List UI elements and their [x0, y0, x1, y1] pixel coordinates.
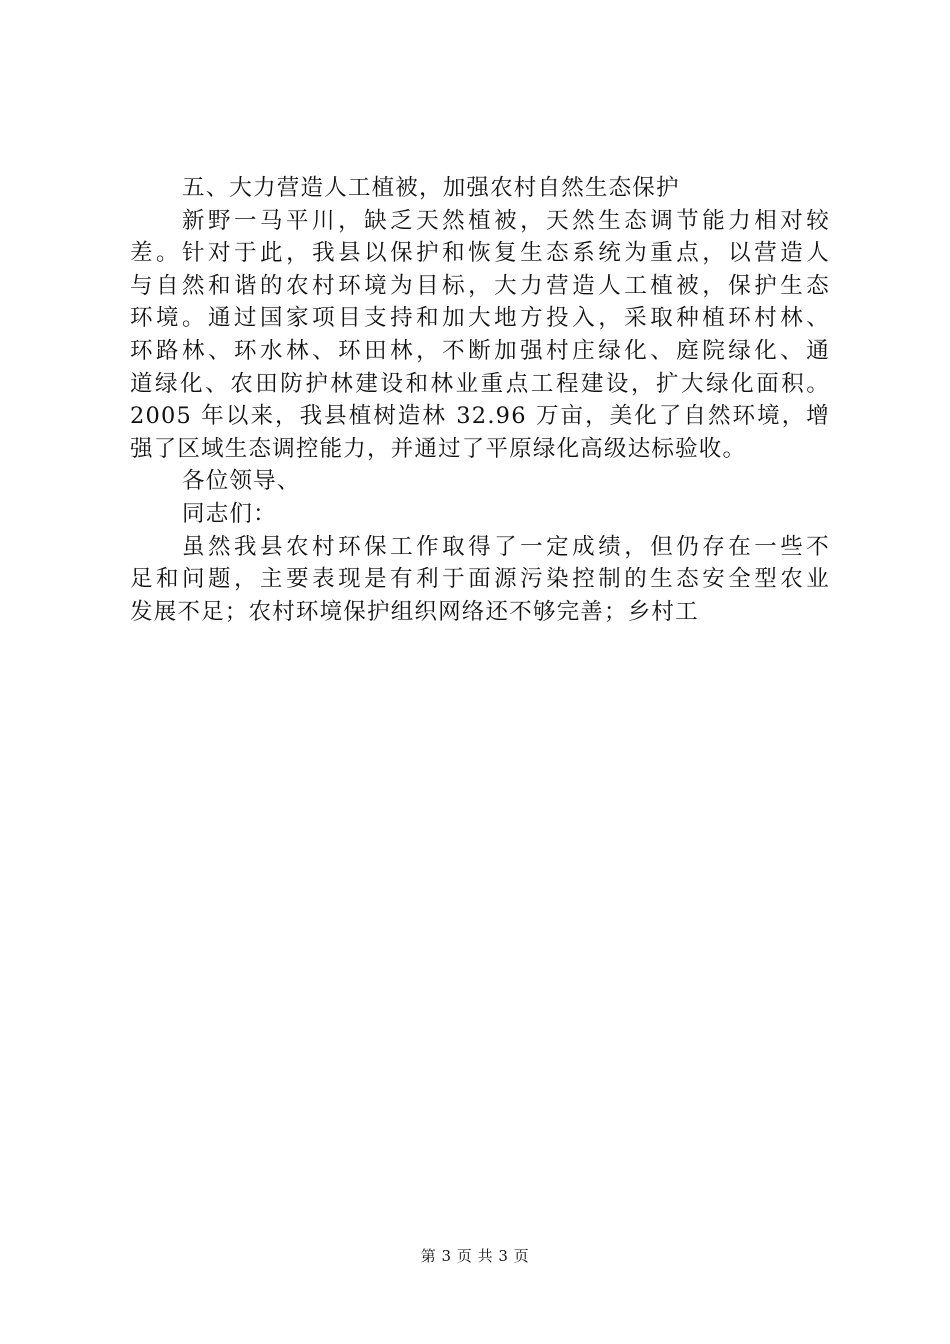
paragraph-line: 环境。通过国家项目支持和加大地方投入，采取种植环村林、: [130, 305, 830, 332]
document-body: [130, 172, 830, 628]
paragraph-line: 道绿化、农田防护林建设和林业重点工程建设，扩大绿化面积。: [130, 370, 830, 397]
section-heading: 五、大力营造人工植被，加强农村自然生态保护: [182, 175, 680, 201]
paragraph-line: 足和问题，主要表现是有利于面源污染控制的生态安全型农业: [130, 566, 830, 593]
paragraph-line: 强了区域生态调控能力，并通过了平原绿化高级达标验收。: [130, 435, 747, 462]
paragraph-line: 发展不足；农村环境保护组织网络还不够完善；乡村工: [130, 598, 699, 625]
paragraph-line: 2005 年以来，我县植树造林 32.96 万亩，美化了自然环境，增: [130, 403, 830, 430]
paragraph-line: 与自然和谐的农村环境为目标，大力营造人工植被，保护生态: [130, 272, 830, 299]
salutation-line: 同志们：: [182, 500, 277, 527]
paragraph-line: 虽然我县农村环保工作取得了一定成绩，但仍存在一些不: [182, 533, 830, 560]
salutation-line: 各位领导、: [182, 468, 301, 495]
paragraph-line: 新野一马平川，缺乏天然植被，天然生态调节能力相对较: [182, 207, 830, 234]
paragraph-line: 环路林、环水林、环田林，不断加强村庄绿化、庭院绿化、通: [130, 337, 830, 364]
page-number-footer: 第 3 页 共 3 页: [420, 1247, 530, 1265]
paragraph-line: 差。针对于此，我县以保护和恢复生态系统为重点，以营造人: [130, 240, 830, 267]
